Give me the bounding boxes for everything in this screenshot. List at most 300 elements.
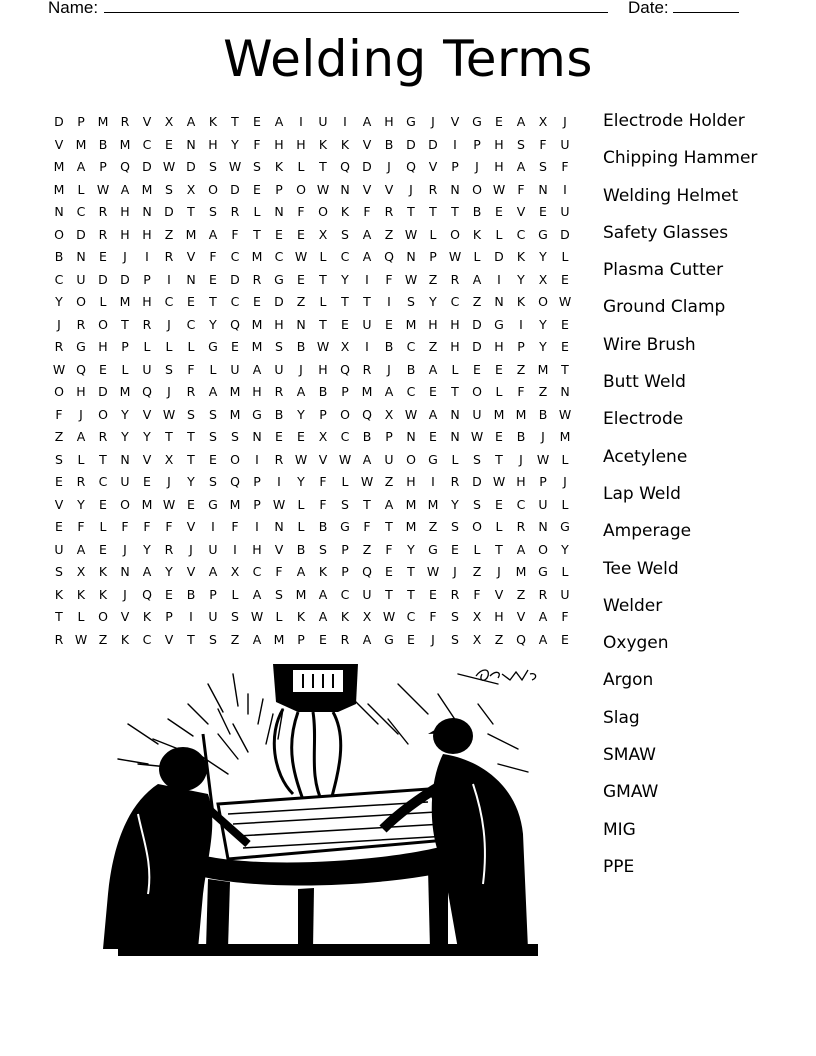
grid-letter[interactable]: O xyxy=(208,181,218,197)
grid-letter[interactable]: Y xyxy=(297,474,305,489)
grid-letter[interactable]: S xyxy=(451,519,459,534)
grid-letter[interactable]: P xyxy=(517,339,525,354)
grid-letter[interactable]: F xyxy=(473,586,481,602)
grid-letter[interactable]: Y xyxy=(517,271,525,287)
grid-letter[interactable]: R xyxy=(450,586,460,602)
grid-letter[interactable]: C xyxy=(340,586,350,602)
grid-letter[interactable]: M xyxy=(53,181,65,197)
grid-letter[interactable]: Z xyxy=(428,339,438,354)
grid-letter[interactable]: F xyxy=(77,519,85,534)
grid-letter[interactable]: W xyxy=(470,429,484,444)
grid-letter[interactable]: I xyxy=(167,271,171,287)
grid-letter[interactable]: V xyxy=(450,114,460,129)
grid-letter[interactable]: T xyxy=(495,541,503,557)
grid-letter[interactable]: I xyxy=(431,474,435,489)
grid-letter[interactable]: R xyxy=(98,226,108,242)
grid-letter[interactable]: L xyxy=(319,294,327,309)
grid-letter[interactable]: C xyxy=(450,294,460,309)
grid-letter[interactable]: S xyxy=(451,631,459,647)
grid-letter[interactable]: S xyxy=(341,226,349,242)
grid-letter[interactable]: Y xyxy=(341,271,349,287)
grid-letter[interactable]: L xyxy=(121,361,129,377)
grid-letter[interactable]: U xyxy=(208,609,218,624)
grid-letter[interactable]: J xyxy=(563,474,567,489)
grid-letter[interactable]: U xyxy=(318,114,328,129)
grid-letter[interactable]: S xyxy=(275,586,283,602)
grid-letter[interactable]: T xyxy=(99,451,107,467)
grid-letter[interactable]: L xyxy=(429,226,437,242)
grid-letter[interactable]: T xyxy=(187,631,195,647)
grid-letter[interactable]: F xyxy=(231,226,239,242)
grid-letter[interactable]: Y xyxy=(231,136,239,152)
grid-letter[interactable]: H xyxy=(450,316,460,332)
grid-letter[interactable]: B xyxy=(98,136,108,152)
grid-letter[interactable]: P xyxy=(319,406,327,422)
grid-letter[interactable]: H xyxy=(516,474,526,489)
grid-letter[interactable]: K xyxy=(516,249,526,264)
grid-letter[interactable]: D xyxy=(560,226,570,242)
grid-letter[interactable]: U xyxy=(362,316,372,332)
grid-letter[interactable]: K xyxy=(340,204,350,219)
grid-letter[interactable]: R xyxy=(252,271,262,287)
grid-letter[interactable]: O xyxy=(54,384,64,399)
grid-letter[interactable]: J xyxy=(519,451,523,467)
grid-letter[interactable]: X xyxy=(472,609,482,624)
grid-letter[interactable]: Y xyxy=(561,541,569,557)
grid-letter[interactable]: L xyxy=(561,496,569,512)
grid-letter[interactable]: D xyxy=(472,316,482,332)
grid-letter[interactable]: V xyxy=(142,114,152,129)
grid-letter[interactable]: A xyxy=(142,564,152,579)
grid-letter[interactable]: Y xyxy=(187,474,195,489)
grid-letter[interactable]: O xyxy=(54,226,64,242)
grid-letter[interactable]: G xyxy=(340,519,350,534)
grid-letter[interactable]: A xyxy=(362,451,372,467)
grid-letter[interactable]: I xyxy=(145,249,149,264)
grid-letter[interactable]: S xyxy=(209,429,217,444)
grid-letter[interactable]: E xyxy=(297,429,305,444)
grid-letter[interactable]: H xyxy=(494,339,504,354)
grid-letter[interactable]: Z xyxy=(516,586,526,602)
grid-letter[interactable]: B xyxy=(296,339,306,354)
grid-letter[interactable]: L xyxy=(451,361,459,377)
grid-letter[interactable]: S xyxy=(473,451,481,467)
grid-letter[interactable]: E xyxy=(495,429,503,444)
grid-letter[interactable]: E xyxy=(187,496,195,512)
grid-letter[interactable]: G xyxy=(274,271,284,287)
grid-letter[interactable]: M xyxy=(97,114,109,129)
grid-letter[interactable]: P xyxy=(77,114,85,129)
grid-letter[interactable]: P xyxy=(143,271,151,287)
grid-letter[interactable]: V xyxy=(142,406,152,422)
grid-letter[interactable]: I xyxy=(497,271,501,287)
grid-letter[interactable]: L xyxy=(561,564,569,579)
grid-letter[interactable]: U xyxy=(384,451,394,467)
grid-letter[interactable]: T xyxy=(319,316,327,332)
grid-letter[interactable]: A xyxy=(428,406,438,422)
grid-letter[interactable]: E xyxy=(165,136,173,152)
grid-letter[interactable]: R xyxy=(76,474,86,489)
grid-letter[interactable]: T xyxy=(341,294,349,309)
grid-letter[interactable]: N xyxy=(450,181,460,197)
grid-letter[interactable]: R xyxy=(384,204,394,219)
grid-letter[interactable]: K xyxy=(296,609,306,624)
grid-letter[interactable]: V xyxy=(120,609,130,624)
grid-letter[interactable]: O xyxy=(538,294,548,309)
grid-letter[interactable]: S xyxy=(209,406,217,422)
grid-letter[interactable]: L xyxy=(143,339,151,354)
grid-letter[interactable]: Y xyxy=(297,406,305,422)
grid-letter[interactable]: Q xyxy=(230,316,240,332)
grid-letter[interactable]: M xyxy=(559,429,571,444)
grid-letter[interactable]: S xyxy=(55,451,63,467)
grid-letter[interactable]: Q xyxy=(142,384,152,399)
grid-letter[interactable]: A xyxy=(472,271,482,287)
grid-letter[interactable]: E xyxy=(561,316,569,332)
grid-letter[interactable]: K xyxy=(318,136,328,152)
grid-letter[interactable]: S xyxy=(517,136,525,152)
grid-letter[interactable]: J xyxy=(387,159,391,174)
grid-letter[interactable]: L xyxy=(561,249,569,264)
grid-letter[interactable]: C xyxy=(98,474,108,489)
grid-letter[interactable]: R xyxy=(164,249,174,264)
grid-letter[interactable]: A xyxy=(516,159,526,174)
grid-letter[interactable]: A xyxy=(296,384,306,399)
grid-letter[interactable]: Q xyxy=(362,406,372,422)
grid-letter[interactable]: I xyxy=(387,294,391,309)
grid-letter[interactable]: J xyxy=(387,361,391,377)
grid-letter[interactable]: V xyxy=(362,181,372,197)
grid-letter[interactable]: B xyxy=(274,406,284,422)
grid-letter[interactable]: U xyxy=(208,541,218,557)
grid-letter[interactable]: I xyxy=(189,609,193,624)
grid-letter[interactable]: F xyxy=(55,406,63,422)
grid-letter[interactable]: S xyxy=(231,609,239,624)
grid-letter[interactable]: E xyxy=(165,586,173,602)
grid-letter[interactable]: B xyxy=(318,384,328,399)
grid-letter[interactable]: X xyxy=(186,181,196,197)
grid-letter[interactable]: S xyxy=(165,181,173,197)
grid-letter[interactable]: N xyxy=(274,204,284,219)
grid-letter[interactable]: W xyxy=(316,181,330,197)
grid-letter[interactable]: W xyxy=(162,159,176,174)
grid-letter[interactable]: V xyxy=(516,204,526,219)
grid-letter[interactable]: E xyxy=(495,361,503,377)
grid-letter[interactable]: D xyxy=(362,159,372,174)
grid-letter[interactable]: X xyxy=(164,114,174,129)
grid-letter[interactable]: G xyxy=(472,114,482,129)
grid-letter[interactable]: E xyxy=(253,181,261,197)
grid-letter[interactable]: Y xyxy=(451,496,459,512)
grid-letter[interactable]: H xyxy=(494,609,504,624)
grid-letter[interactable]: K xyxy=(274,159,284,174)
grid-letter[interactable]: Z xyxy=(384,474,394,489)
grid-letter[interactable]: M xyxy=(119,136,131,152)
grid-letter[interactable]: D xyxy=(494,249,504,264)
grid-letter[interactable]: P xyxy=(473,136,481,152)
grid-letter[interactable]: D xyxy=(472,339,482,354)
grid-letter[interactable]: W xyxy=(228,159,242,174)
grid-letter[interactable]: V xyxy=(186,519,196,534)
grid-letter[interactable]: H xyxy=(76,384,86,399)
grid-letter[interactable]: M xyxy=(251,316,263,332)
grid-letter[interactable]: O xyxy=(98,316,108,332)
grid-letter[interactable]: D xyxy=(274,294,284,309)
grid-letter[interactable]: D xyxy=(428,136,438,152)
grid-letter[interactable]: C xyxy=(516,226,526,242)
grid-letter[interactable]: O xyxy=(472,181,482,197)
grid-letter[interactable]: V xyxy=(142,451,152,467)
grid-letter[interactable]: R xyxy=(98,429,108,444)
grid-letter[interactable]: C xyxy=(340,249,350,264)
grid-letter[interactable]: K xyxy=(142,609,152,624)
grid-letter[interactable]: E xyxy=(55,474,63,489)
grid-letter[interactable]: E xyxy=(561,339,569,354)
grid-letter[interactable]: B xyxy=(362,429,372,444)
grid-letter[interactable]: G xyxy=(406,114,416,129)
grid-letter[interactable]: Q xyxy=(384,249,394,264)
grid-letter[interactable]: S xyxy=(209,204,217,219)
grid-letter[interactable]: R xyxy=(428,181,438,197)
grid-letter[interactable]: E xyxy=(561,631,569,647)
grid-letter[interactable]: S xyxy=(209,474,217,489)
grid-letter[interactable]: O xyxy=(472,519,482,534)
grid-letter[interactable]: K xyxy=(54,586,64,602)
grid-letter[interactable]: R xyxy=(98,204,108,219)
grid-letter[interactable]: Q xyxy=(406,159,416,174)
grid-letter[interactable]: E xyxy=(297,226,305,242)
grid-letter[interactable]: G xyxy=(538,564,548,579)
grid-letter[interactable]: O xyxy=(230,451,240,467)
grid-letter[interactable]: N xyxy=(186,271,196,287)
grid-letter[interactable]: L xyxy=(275,609,283,624)
grid-letter[interactable]: I xyxy=(233,541,237,557)
grid-letter[interactable]: F xyxy=(253,136,261,152)
grid-letter[interactable]: E xyxy=(429,384,437,399)
grid-letter[interactable]: T xyxy=(385,586,393,602)
grid-letter[interactable]: F xyxy=(363,204,371,219)
grid-letter[interactable]: P xyxy=(341,564,349,579)
grid-letter[interactable]: X xyxy=(318,429,328,444)
grid-letter[interactable]: M xyxy=(405,316,417,332)
grid-letter[interactable]: W xyxy=(316,339,330,354)
grid-letter[interactable]: N xyxy=(120,564,130,579)
grid-letter[interactable]: L xyxy=(495,519,503,534)
grid-letter[interactable]: R xyxy=(186,384,196,399)
grid-letter[interactable]: U xyxy=(230,361,240,377)
grid-letter[interactable]: M xyxy=(273,631,285,647)
grid-letter[interactable]: A xyxy=(76,429,86,444)
grid-letter[interactable]: T xyxy=(363,294,371,309)
grid-letter[interactable]: M xyxy=(493,406,505,422)
grid-letter[interactable]: X xyxy=(472,631,482,647)
grid-letter[interactable]: E xyxy=(495,496,503,512)
grid-letter[interactable]: L xyxy=(451,451,459,467)
grid-letter[interactable]: P xyxy=(429,249,437,264)
grid-letter[interactable]: D xyxy=(230,271,240,287)
grid-letter[interactable]: A xyxy=(296,564,306,579)
grid-letter[interactable]: C xyxy=(76,204,86,219)
grid-letter[interactable]: Z xyxy=(98,631,108,647)
letter-grid[interactable] xyxy=(48,111,576,651)
grid-letter[interactable]: O xyxy=(76,294,86,309)
grid-letter[interactable]: L xyxy=(253,204,261,219)
grid-letter[interactable]: I xyxy=(255,451,259,467)
grid-letter[interactable]: C xyxy=(274,249,284,264)
grid-letter[interactable]: H xyxy=(406,474,416,489)
grid-letter[interactable]: Z xyxy=(516,361,526,377)
grid-letter[interactable]: S xyxy=(451,609,459,624)
grid-letter[interactable]: P xyxy=(253,474,261,489)
grid-letter[interactable]: Z xyxy=(164,226,174,242)
grid-letter[interactable]: F xyxy=(363,519,371,534)
grid-letter[interactable]: J xyxy=(189,541,193,557)
grid-letter[interactable]: E xyxy=(99,361,107,377)
grid-letter[interactable]: Y xyxy=(539,249,547,264)
grid-letter[interactable]: E xyxy=(429,586,437,602)
grid-letter[interactable]: C xyxy=(54,271,64,287)
grid-letter[interactable]: Z xyxy=(54,429,64,444)
grid-letter[interactable]: C xyxy=(406,609,416,624)
grid-letter[interactable]: S xyxy=(231,429,239,444)
grid-letter[interactable]: K xyxy=(98,586,108,602)
grid-letter[interactable]: V xyxy=(494,586,504,602)
grid-letter[interactable]: F xyxy=(385,541,393,557)
grid-letter[interactable]: E xyxy=(209,451,217,467)
grid-letter[interactable]: N xyxy=(186,136,196,152)
grid-letter[interactable]: A xyxy=(76,159,86,174)
grid-letter[interactable]: K xyxy=(98,564,108,579)
grid-letter[interactable]: P xyxy=(99,159,107,174)
grid-letter[interactable]: V xyxy=(54,136,64,152)
grid-letter[interactable]: Q xyxy=(142,586,152,602)
grid-letter[interactable]: T xyxy=(451,384,459,399)
grid-letter[interactable]: P xyxy=(385,429,393,444)
grid-letter[interactable]: W xyxy=(294,451,308,467)
grid-letter[interactable]: D xyxy=(186,159,196,174)
grid-letter[interactable]: T xyxy=(561,361,569,377)
grid-letter[interactable]: P xyxy=(209,586,217,602)
grid-letter[interactable]: Y xyxy=(429,294,437,309)
grid-letter[interactable]: X xyxy=(384,406,394,422)
grid-letter[interactable]: U xyxy=(120,474,130,489)
grid-letter[interactable]: J xyxy=(475,159,479,174)
grid-letter[interactable]: E xyxy=(495,114,503,129)
grid-letter[interactable]: Q xyxy=(340,159,350,174)
grid-letter[interactable]: O xyxy=(406,451,416,467)
grid-letter[interactable]: Z xyxy=(538,384,548,399)
grid-letter[interactable]: J xyxy=(409,181,413,197)
grid-letter[interactable]: L xyxy=(187,339,195,354)
grid-letter[interactable]: R xyxy=(538,586,548,602)
grid-letter[interactable]: L xyxy=(209,361,217,377)
grid-letter[interactable]: L xyxy=(297,496,305,512)
grid-letter[interactable]: H xyxy=(142,294,152,309)
grid-letter[interactable]: A xyxy=(538,609,548,624)
grid-letter[interactable]: C xyxy=(230,294,240,309)
grid-letter[interactable]: A xyxy=(76,541,86,557)
grid-letter[interactable]: H xyxy=(494,159,504,174)
grid-letter[interactable]: O xyxy=(340,406,350,422)
grid-letter[interactable]: U xyxy=(560,136,570,152)
grid-letter[interactable]: C xyxy=(516,496,526,512)
grid-letter[interactable]: J xyxy=(123,249,127,264)
grid-letter[interactable]: T xyxy=(209,294,217,309)
grid-letter[interactable]: B xyxy=(538,406,548,422)
grid-letter[interactable]: P xyxy=(275,181,283,197)
grid-letter[interactable]: E xyxy=(99,249,107,264)
grid-letter[interactable]: G xyxy=(76,339,86,354)
grid-letter[interactable]: D xyxy=(54,114,64,129)
grid-letter[interactable]: O xyxy=(296,181,306,197)
grid-letter[interactable]: F xyxy=(297,204,305,219)
grid-letter[interactable]: G xyxy=(252,406,262,422)
grid-letter[interactable]: N xyxy=(450,406,460,422)
grid-letter[interactable]: L xyxy=(319,249,327,264)
grid-letter[interactable]: S xyxy=(407,294,415,309)
grid-letter[interactable]: T xyxy=(55,609,63,624)
grid-letter[interactable]: N xyxy=(538,181,548,197)
grid-letter[interactable]: S xyxy=(209,159,217,174)
grid-letter[interactable]: E xyxy=(275,429,283,444)
grid-letter[interactable]: I xyxy=(343,114,347,129)
grid-letter[interactable]: C xyxy=(142,136,152,152)
grid-letter[interactable]: O xyxy=(98,609,108,624)
grid-letter[interactable]: U xyxy=(472,406,482,422)
grid-letter[interactable]: K xyxy=(120,631,130,647)
grid-letter[interactable]: K xyxy=(208,114,218,129)
grid-letter[interactable]: R xyxy=(230,204,240,219)
grid-letter[interactable]: A xyxy=(516,114,526,129)
grid-letter[interactable]: F xyxy=(143,519,151,534)
grid-letter[interactable]: B xyxy=(54,249,64,264)
grid-letter[interactable]: W xyxy=(74,631,88,647)
grid-letter[interactable]: K xyxy=(340,136,350,152)
grid-letter[interactable]: R xyxy=(362,361,372,377)
grid-letter[interactable]: P xyxy=(165,609,173,624)
grid-letter[interactable]: E xyxy=(55,519,63,534)
grid-letter[interactable]: M xyxy=(119,294,131,309)
grid-letter[interactable]: V xyxy=(428,159,438,174)
grid-letter[interactable]: M xyxy=(295,586,307,602)
grid-letter[interactable]: W xyxy=(162,496,176,512)
grid-letter[interactable]: Y xyxy=(539,316,547,332)
grid-letter[interactable]: C xyxy=(406,384,416,399)
grid-letter[interactable]: Q xyxy=(120,159,130,174)
grid-letter[interactable]: Q xyxy=(516,631,526,647)
grid-letter[interactable]: R xyxy=(164,541,174,557)
grid-letter[interactable]: K xyxy=(340,609,350,624)
grid-letter[interactable]: R xyxy=(142,316,152,332)
grid-letter[interactable]: H xyxy=(494,136,504,152)
grid-letter[interactable]: J xyxy=(79,406,83,422)
grid-letter[interactable]: D xyxy=(98,384,108,399)
date-field[interactable] xyxy=(673,12,739,13)
grid-letter[interactable]: A xyxy=(252,631,262,647)
grid-letter[interactable]: C xyxy=(142,631,152,647)
grid-letter[interactable]: I xyxy=(299,114,303,129)
grid-letter[interactable]: N xyxy=(142,204,152,219)
grid-letter[interactable]: G xyxy=(208,496,218,512)
grid-letter[interactable]: E xyxy=(407,631,415,647)
grid-letter[interactable]: M xyxy=(75,136,87,152)
grid-letter[interactable]: M xyxy=(427,496,439,512)
grid-letter[interactable]: E xyxy=(451,541,459,557)
grid-letter[interactable]: W xyxy=(558,294,572,309)
grid-letter[interactable]: F xyxy=(429,609,437,624)
grid-letter[interactable]: G xyxy=(560,519,570,534)
grid-letter[interactable]: A xyxy=(384,384,394,399)
